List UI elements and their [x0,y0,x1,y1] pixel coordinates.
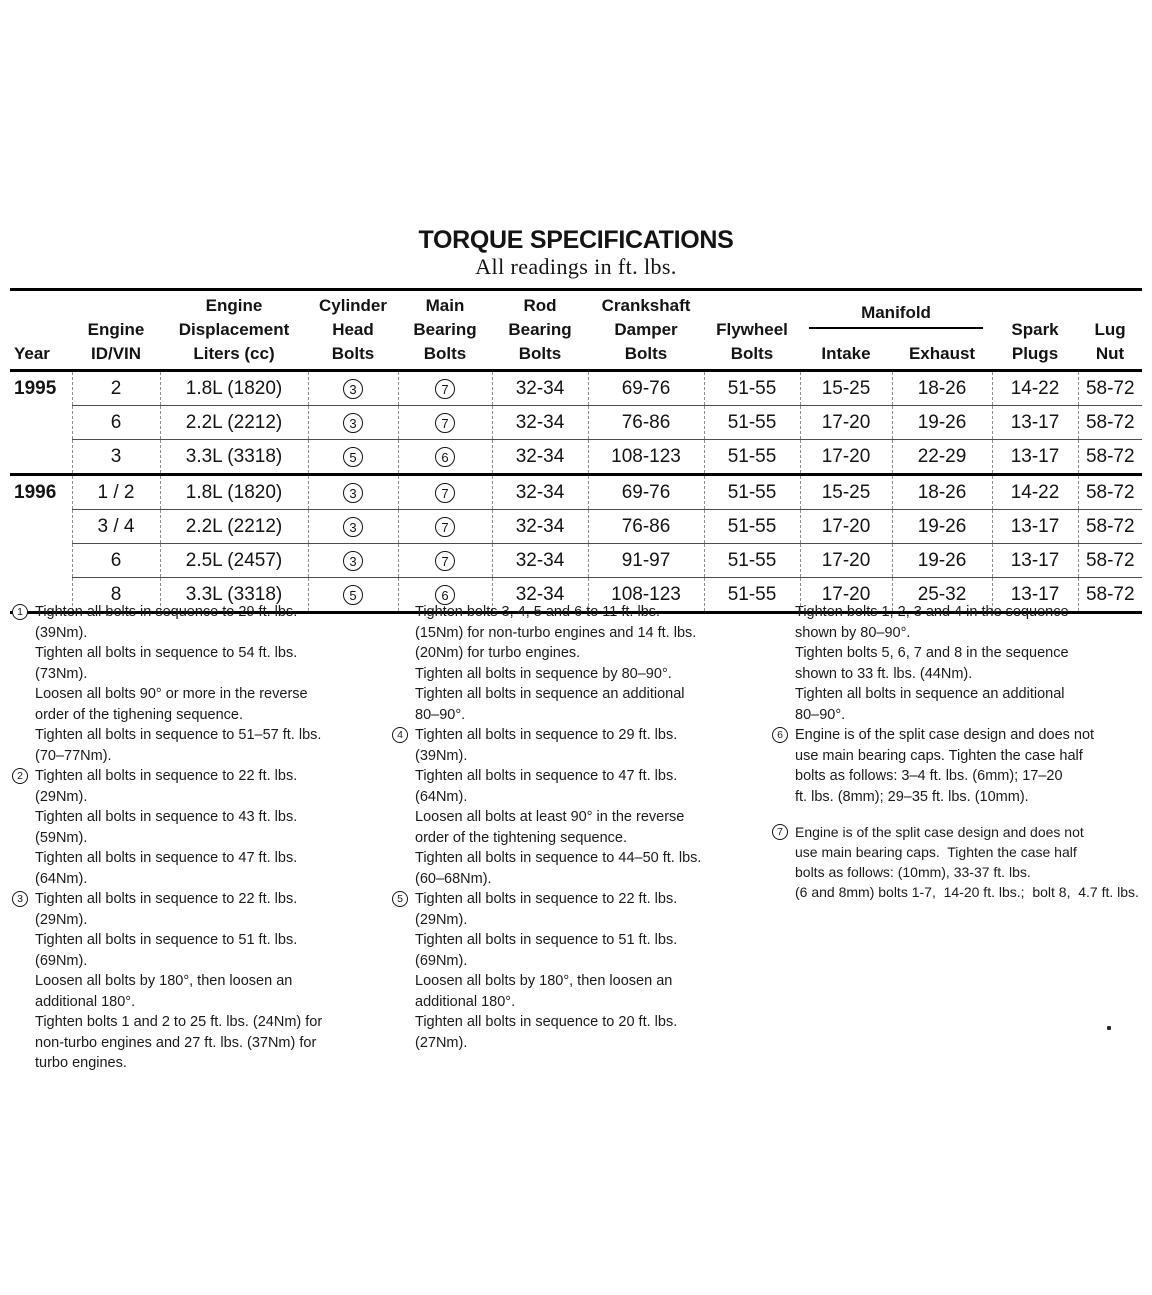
footnote-marker-2: 2 [12,768,28,784]
col-header-manifold-group [800,290,992,333]
year-cell: 1996 [10,475,72,613]
footnote-ref-7: 7 [435,379,455,399]
cell-intake: 17-20 [800,544,892,578]
footnote-paragraph: Loosen all bolts at least 90° in the reverse order of the tightening sequence. [415,809,685,846]
cell-displacement: 2.2L (2212) [160,510,308,544]
cell-cylinder-head-ref [308,406,398,440]
cell-crankshaft-damper: 76-86 [588,510,704,544]
footnote-paragraph: Loosen all bolts by 180°, then loosen an additional 180°. [35,973,293,1010]
footnote-paragraph: Tighten all bolts in sequence to 44–50 ft. lbs. (60–68Nm). [415,850,702,887]
footnote-7 [772,822,1140,902]
footnote-paragraph: Engine is of the split case design and does not use main bearing caps. Tighten the case half bolts as follows: 3–4 ft. lbs. (6mm); 17–20 ft. lbs. (8mm); 29–35 ft. lbs. (10mm). [795,727,1095,805]
cell-main-bearing-ref [398,544,492,578]
cell-displacement: 2.5L (2457) [160,544,308,578]
table-row [10,440,1142,475]
cell-exhaust: 18-26 [892,475,992,510]
cell-rod-bearing: 32-34 [492,578,588,613]
footnote-paragraph: Tighten all bolts in sequence to 51 ft. lbs. (69Nm). [35,932,298,969]
footnote-continuation [772,602,1140,725]
footnote-ref-3: 3 [343,517,363,537]
footnote-paragraph: Tighten bolts 1, 2, 3 and 4 in the sequence shown by 80–90°. [795,604,1069,641]
footnote-paragraph: Tighten all bolts in sequence to 51–57 ft. lbs. (70–77Nm). [35,727,322,764]
footnote-paragraph: Tighten all bolts in sequence to 22 ft. lbs. (29Nm). [35,768,298,805]
footnote-paragraph: Tighten bolts 3, 4, 5 and 6 to 11 ft. lbs. (15Nm) for non-turbo engines and 14 ft. lbs. (20Nm) for turbo engines. [415,604,697,661]
col-header-spark-plugs: Spark Plugs [992,290,1078,371]
footnote-6 [772,725,1140,807]
cell-crankshaft-damper: 76-86 [588,406,704,440]
page-title: TORQUE SPECIFICATIONS [418,226,734,254]
cell-id-vin: 2 [72,371,160,406]
footnote-paragraph: Tighten all bolts in sequence to 22 ft. lbs. (29Nm). [415,891,678,928]
torque-specifications-table [10,288,1142,614]
footnote-ref-7: 7 [435,551,455,571]
cell-displacement: 3.3L (3318) [160,440,308,475]
footnote-marker-6: 6 [772,727,788,743]
manifold-group-label: Manifold [809,301,983,329]
footnote-paragraph: Tighten all bolts in sequence an additional 80–90°. [415,686,685,723]
cell-cylinder-head-ref [308,544,398,578]
cell-main-bearing-ref [398,440,492,475]
footnote-marker-7: 7 [772,824,788,840]
footnote-2 [12,766,374,889]
cell-exhaust: 25-32 [892,578,992,613]
col-header-year: Year [10,290,72,371]
footnote-marker-1: 1 [12,604,28,620]
footnote-paragraph: Tighten all bolts in sequence by 80–90°. [415,665,672,682]
footnote-paragraph: Tighten all bolts in sequence to 47 ft. lbs. (64Nm). [415,768,678,805]
col-header-engine-id-vin: Engine ID/VIN [72,290,160,371]
footnote-paragraph: Engine is of the split case design and does not use main bearing caps. Tighten the case half bolts as follows: (10mm), 33-37 ft. lbs. (6 and 8mm) bolts 1-7, 14-20 ft. lbs.; bolt 8, 4.7 ft. lbs. [795,824,1139,900]
cell-exhaust: 18-26 [892,371,992,406]
cell-id-vin: 3 [72,440,160,475]
cell-main-bearing-ref [398,406,492,440]
footnote-paragraph: Tighten all bolts in sequence to 20 ft. lbs. (27Nm). [415,1014,678,1051]
cell-spark-plugs: 13-17 [992,440,1078,475]
cell-spark-plugs: 13-17 [992,578,1078,613]
cell-flywheel: 51-55 [704,544,800,578]
footnote-paragraph: Tighten all bolts in sequence to 29 ft. lbs. (39Nm). [415,727,678,764]
cell-intake: 17-20 [800,578,892,613]
cell-id-vin: 6 [72,406,160,440]
cell-intake: 17-20 [800,406,892,440]
cell-main-bearing-ref [398,475,492,510]
footnote-column-2 [392,602,754,1053]
footnote-ref-6: 6 [435,447,455,467]
footnote-paragraph: Tighten all bolts in sequence to 29 ft. lbs. (39Nm). [35,604,298,641]
col-header-manifold-intake: Intake [800,332,892,370]
torque-specifications-table-wrap [10,288,1142,614]
cell-spark-plugs: 13-17 [992,510,1078,544]
cell-exhaust: 19-26 [892,544,992,578]
col-header-rod-bearing-bolts: Rod Bearing Bolts [492,290,588,371]
cell-flywheel: 51-55 [704,510,800,544]
title-block [0,226,1152,280]
col-header-manifold-exhaust: Exhaust [892,332,992,370]
footnote-ref-3: 3 [343,483,363,503]
table-row [10,544,1142,578]
cell-exhaust: 19-26 [892,406,992,440]
table-row [10,406,1142,440]
cell-rod-bearing: 32-34 [492,475,588,510]
cell-spark-plugs: 13-17 [992,544,1078,578]
cell-spark-plugs: 14-22 [992,475,1078,510]
cell-rod-bearing: 32-34 [492,544,588,578]
cell-cylinder-head-ref [308,475,398,510]
cell-lug-nut: 58-72 [1078,440,1142,475]
footnote-marker-4: 4 [392,727,408,743]
footnote-paragraph: Tighten all bolts in sequence to 54 ft. lbs. (73Nm). [35,645,298,682]
scan-speck-artifact [1107,1026,1111,1030]
cell-crankshaft-damper: 108-123 [588,578,704,613]
footnote-paragraph: Tighten all bolts in sequence an additional 80–90°. [795,686,1065,723]
cell-flywheel: 51-55 [704,475,800,510]
table-row [10,475,1142,510]
footnote-ref-7: 7 [435,413,455,433]
cell-intake: 15-25 [800,371,892,406]
cell-rod-bearing: 32-34 [492,371,588,406]
footnote-paragraph: Tighten all bolts in sequence to 47 ft. lbs. (64Nm). [35,850,298,887]
footnote-continuation [392,602,754,725]
col-header-crankshaft-damper-bolts: Crankshaft Damper Bolts [588,290,704,371]
cell-rod-bearing: 32-34 [492,406,588,440]
cell-crankshaft-damper: 91-97 [588,544,704,578]
cell-spark-plugs: 14-22 [992,371,1078,406]
cell-flywheel: 51-55 [704,371,800,406]
cell-crankshaft-damper: 69-76 [588,371,704,406]
cell-lug-nut: 58-72 [1078,371,1142,406]
cell-spark-plugs: 13-17 [992,406,1078,440]
cell-main-bearing-ref [398,510,492,544]
cell-lug-nut: 58-72 [1078,475,1142,510]
page-subtitle: All readings in ft. lbs. [475,254,677,279]
col-header-cylinder-head-bolts: Cylinder Head Bolts [308,290,398,371]
year-cell: 1995 [10,371,72,475]
footnote-paragraph: Tighten all bolts in sequence to 22 ft. lbs. (29Nm). [35,891,298,928]
footnote-paragraph: Tighten all bolts in sequence to 51 ft. lbs. (69Nm). [415,932,678,969]
cell-flywheel: 51-55 [704,406,800,440]
footnote-ref-3: 3 [343,551,363,571]
footnote-ref-5: 5 [343,447,363,467]
footnote-column-3 [772,602,1140,902]
table-header [10,290,1142,371]
cell-cylinder-head-ref [308,440,398,475]
spec-table-body [10,371,1142,613]
cell-displacement: 3.3L (3318) [160,578,308,613]
cell-lug-nut: 58-72 [1078,510,1142,544]
footnote-ref-5: 5 [343,585,363,605]
footnote-paragraph: Tighten all bolts in sequence to 43 ft. lbs. (59Nm). [35,809,298,846]
cell-lug-nut: 58-72 [1078,406,1142,440]
cell-flywheel: 51-55 [704,440,800,475]
cell-id-vin: 6 [72,544,160,578]
footnote-ref-7: 7 [435,517,455,537]
footnote-ref-7: 7 [435,483,455,503]
cell-flywheel: 51-55 [704,578,800,613]
col-header-flywheel-bolts: Flywheel Bolts [704,290,800,371]
cell-lug-nut: 58-72 [1078,544,1142,578]
col-header-displacement: Engine Displacement Liters (cc) [160,290,308,371]
footnote-3 [12,889,374,1074]
footnote-paragraph: Tighten bolts 1 and 2 to 25 ft. lbs. (24Nm) for non-turbo engines and 27 ft. lbs. (37Nm) for turbo engines. [35,1014,323,1071]
cell-exhaust: 22-29 [892,440,992,475]
cell-intake: 17-20 [800,440,892,475]
cell-id-vin: 1 / 2 [72,475,160,510]
col-header-lug-nut: Lug Nut [1078,290,1142,371]
footnote-paragraph: Loosen all bolts 90° or more in the reverse order of the tighening sequence. [35,686,308,723]
cell-cylinder-head-ref [308,371,398,406]
cell-displacement: 2.2L (2212) [160,406,308,440]
table-row [10,371,1142,406]
cell-crankshaft-damper: 108-123 [588,440,704,475]
footnote-ref-6: 6 [435,585,455,605]
footnote-paragraph: Tighten bolts 5, 6, 7 and 8 in the sequence shown to 33 ft. lbs. (44Nm). [795,645,1069,682]
cell-rod-bearing: 32-34 [492,510,588,544]
footnote-paragraph: Loosen all bolts by 180°, then loosen an additional 180°. [415,973,673,1010]
cell-id-vin: 8 [72,578,160,613]
footnote-marker-5: 5 [392,891,408,907]
cell-id-vin: 3 / 4 [72,510,160,544]
cell-intake: 17-20 [800,510,892,544]
cell-crankshaft-damper: 69-76 [588,475,704,510]
col-header-main-bearing-bolts: Main Bearing Bolts [398,290,492,371]
footnote-1 [12,602,374,766]
cell-displacement: 1.8L (1820) [160,475,308,510]
cell-lug-nut: 58-72 [1078,578,1142,613]
footnote-column-1 [12,602,374,1074]
table-row [10,510,1142,544]
cell-intake: 15-25 [800,475,892,510]
footnote-ref-3: 3 [343,413,363,433]
cell-displacement: 1.8L (1820) [160,371,308,406]
footnote-ref-3: 3 [343,379,363,399]
footnote-marker-3: 3 [12,891,28,907]
cell-rod-bearing: 32-34 [492,440,588,475]
footnote-4 [392,725,754,889]
cell-cylinder-head-ref [308,510,398,544]
cell-exhaust: 19-26 [892,510,992,544]
footnote-5 [392,889,754,1053]
cell-main-bearing-ref [398,371,492,406]
